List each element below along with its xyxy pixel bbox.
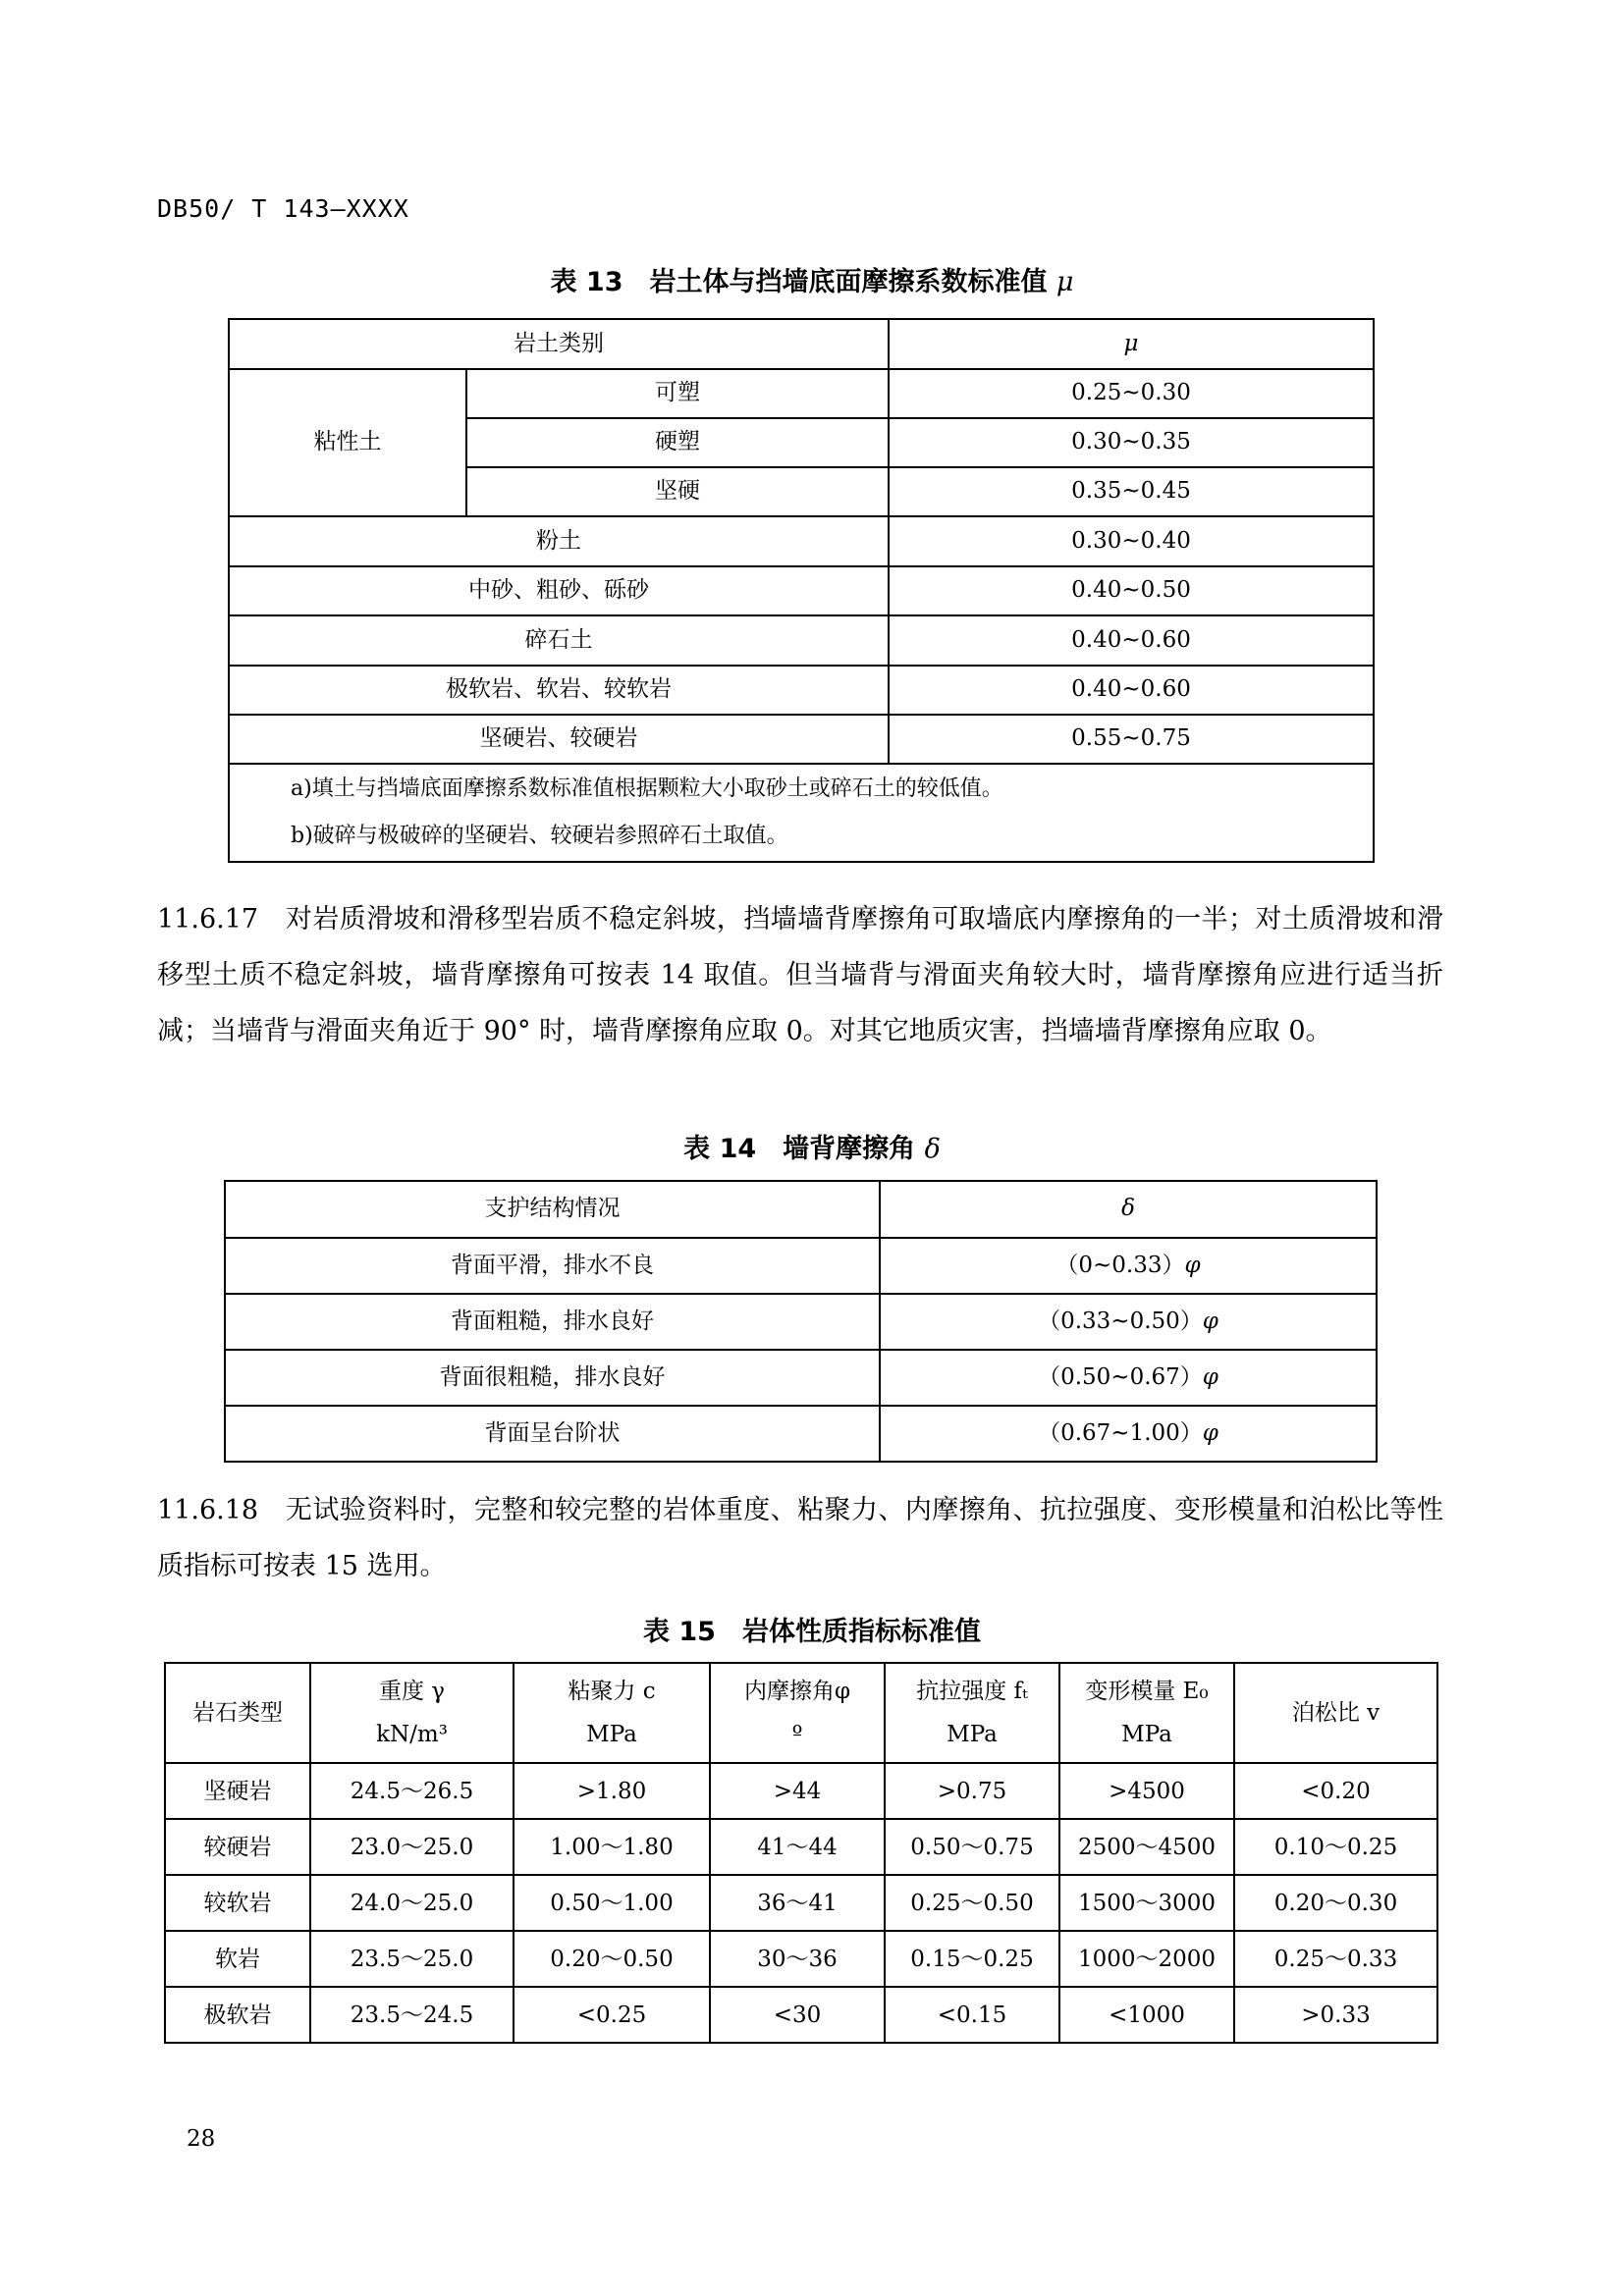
table13-header-mu: μ xyxy=(889,319,1374,369)
table15-cell: 1500～3000 xyxy=(1059,1875,1234,1931)
table13-group-value: 0.35~0.45 xyxy=(889,467,1374,516)
table15-header-line2: º xyxy=(791,1722,803,1747)
table15-header-line1: 岩石类型 xyxy=(192,1700,283,1726)
table14-caption-symbol: δ xyxy=(924,1134,941,1164)
table15-header xyxy=(514,1663,710,1763)
table15-cell: 0.50～1.00 xyxy=(514,1875,710,1931)
paragraph-11-6-18: 11.6.18 无试验资料时，完整和较完整的岩体重度、粘聚力、内摩擦角、抗拉强度、变形模量和泊松比等性质指标可按表 15 选用。 xyxy=(157,1495,1443,1581)
table15-cell: >0.33 xyxy=(1234,1987,1437,2043)
table15-caption xyxy=(0,1610,1624,1648)
table15-cell: 23.0～25.0 xyxy=(310,1819,514,1875)
table15-cell: 较硬岩 xyxy=(165,1819,310,1875)
table14-value-range: （0.50~0.67） xyxy=(1038,1363,1203,1390)
table15-header-line2: MPa xyxy=(1121,1722,1172,1747)
table15-cell: 坚硬岩 xyxy=(165,1763,310,1819)
table13-row-type: 坚硬岩、较硬岩 xyxy=(229,715,889,764)
table14-row-value xyxy=(880,1350,1377,1406)
table13-caption-symbol: μ xyxy=(1056,267,1074,297)
table15-cell: <1000 xyxy=(1059,1987,1234,2043)
table13-group-sub: 坚硬 xyxy=(466,467,889,516)
table14-row-value xyxy=(880,1294,1377,1350)
table15-cell: 0.20～0.30 xyxy=(1234,1875,1437,1931)
table15-cell: 1.00～1.80 xyxy=(514,1819,710,1875)
table13-row-value: 0.55~0.75 xyxy=(889,715,1374,764)
table15-cell: <0.20 xyxy=(1234,1763,1437,1819)
table15-cell: 1000～2000 xyxy=(1059,1931,1234,1987)
table15-header-line2: kN/m³ xyxy=(376,1722,448,1747)
table13-caption-text: 表 13 岩土体与挡墙底面摩擦系数标准值 xyxy=(550,267,1048,297)
table14-value-symbol: φ xyxy=(1202,1363,1218,1390)
table15-header xyxy=(710,1663,885,1763)
table14-row-condition: 背面平滑，排水不良 xyxy=(225,1238,880,1294)
table13-notes xyxy=(229,764,1374,862)
table14-header-condition: 支护结构情况 xyxy=(225,1181,880,1238)
table15-header-line1: 内摩擦角φ xyxy=(743,1679,851,1704)
table14-value-symbol: φ xyxy=(1202,1419,1218,1446)
page-number: 28 xyxy=(187,2126,216,2152)
table14-header-delta: δ xyxy=(880,1181,1377,1238)
table13-row-type: 碎石土 xyxy=(229,615,889,666)
table13-caption xyxy=(0,260,1624,298)
table15-cell: 2500～4500 xyxy=(1059,1819,1234,1875)
table15-caption-text: 表 15 岩体性质指标标准值 xyxy=(643,1617,981,1647)
table15-header-line2: MPa xyxy=(586,1722,637,1747)
table13-group-value: 0.25~0.30 xyxy=(889,369,1374,418)
table15-cell: <30 xyxy=(710,1987,885,2043)
table13-group-sub: 硬塑 xyxy=(466,418,889,467)
table15-header xyxy=(165,1663,310,1763)
table14-row-value xyxy=(880,1406,1377,1462)
table15-cell: >1.80 xyxy=(514,1763,710,1819)
table15-cell: 41～44 xyxy=(710,1819,885,1875)
table14-value-range: （0.33~0.50） xyxy=(1038,1308,1203,1334)
table15-cell: 24.5～26.5 xyxy=(310,1763,514,1819)
table15-header-line1: 变形模量 E₀ xyxy=(1085,1679,1209,1704)
table13-row-value: 0.40~0.60 xyxy=(889,615,1374,666)
table13 xyxy=(228,318,1375,863)
table14-value-range: （0.67~1.00） xyxy=(1038,1419,1203,1446)
table13-row-value: 0.40~0.50 xyxy=(889,566,1374,615)
table13-header-type: 岩土类别 xyxy=(229,319,889,369)
table15-cell: 较软岩 xyxy=(165,1875,310,1931)
table14-caption xyxy=(0,1127,1624,1165)
table15-cell: 23.5～24.5 xyxy=(310,1987,514,2043)
table15-cell: 0.10～0.25 xyxy=(1234,1819,1437,1875)
table13-group-value: 0.30~0.35 xyxy=(889,418,1374,467)
table14-row-condition: 背面呈台阶状 xyxy=(225,1406,880,1462)
table15-header xyxy=(310,1663,514,1763)
table15-header xyxy=(1234,1663,1437,1763)
table15-header-line1: 粘聚力 c xyxy=(568,1679,656,1704)
table15-cell: 0.25～0.50 xyxy=(885,1875,1059,1931)
table14-caption-text: 表 14 墙背摩擦角 xyxy=(683,1134,916,1164)
table15-cell: 30～36 xyxy=(710,1931,885,1987)
table15-header-line1: 抗拉强度 fₜ xyxy=(916,1679,1028,1704)
table15-header xyxy=(1059,1663,1234,1763)
table13-group-sub: 可塑 xyxy=(466,369,889,418)
table15-header xyxy=(885,1663,1059,1763)
table14-row-condition: 背面很粗糙，排水良好 xyxy=(225,1350,880,1406)
table13-row-type: 粉土 xyxy=(229,516,889,566)
table15-cell: 36～41 xyxy=(710,1875,885,1931)
table13-note-b: b)破碎与极破碎的坚硬岩、较硬岩参照碎石土取值。 xyxy=(291,824,788,848)
table14-value-symbol: φ xyxy=(1184,1252,1201,1278)
table15-cell: >4500 xyxy=(1059,1763,1234,1819)
document-code-header: DB50/ T 143—XXXX xyxy=(157,194,409,223)
table13-group-label: 粘性土 xyxy=(229,369,466,516)
table15-cell: <0.25 xyxy=(514,1987,710,2043)
table13-row-value: 0.40~0.60 xyxy=(889,666,1374,715)
paragraph-11-6-17: 11.6.17 对岩质滑坡和滑移型岩质不稳定斜坡，挡墙墙背摩擦角可取墙底内摩擦角的一半；对土质滑坡和滑移型土质不稳定斜坡，墙背摩擦角可按表 14 取值。但当墙背与滑面夹角较大时，墙背摩擦角应进行适当折减；当墙背与滑面夹角近于 90° 时，墙背摩擦角应取 0。对其它地质灾害，挡墙墙背摩擦角应取 0。 xyxy=(157,904,1443,1046)
table13-row-type: 中砂、粗砂、砾砂 xyxy=(229,566,889,615)
table15-cell: 24.0～25.0 xyxy=(310,1875,514,1931)
table15-cell: >44 xyxy=(710,1763,885,1819)
table15-header-line2: MPa xyxy=(947,1722,998,1747)
table13-row-type: 极软岩、软岩、较软岩 xyxy=(229,666,889,715)
table15-cell: >0.75 xyxy=(885,1763,1059,1819)
table14-value-symbol: φ xyxy=(1202,1308,1218,1334)
table15-cell: 极软岩 xyxy=(165,1987,310,2043)
table13-row-value: 0.30~0.40 xyxy=(889,516,1374,566)
table15-cell: 软岩 xyxy=(165,1931,310,1987)
table14 xyxy=(224,1180,1378,1463)
table15-cell: <0.15 xyxy=(885,1987,1059,2043)
table15-cell: 0.15～0.25 xyxy=(885,1931,1059,1987)
table15-header-line1: 泊松比 v xyxy=(1291,1700,1380,1726)
table14-value-range: （0~0.33） xyxy=(1056,1252,1185,1278)
table15-cell: 0.50～0.75 xyxy=(885,1819,1059,1875)
table15-cell: 0.25～0.33 xyxy=(1234,1931,1437,1987)
table15-cell: 23.5～25.0 xyxy=(310,1931,514,1987)
table14-row-condition: 背面粗糙，排水良好 xyxy=(225,1294,880,1350)
table13-note-a: a)填土与挡墙底面摩擦系数标准值根据颗粒大小取砂土或碎石土的较低值。 xyxy=(291,776,1003,801)
table15-cell: 0.20～0.50 xyxy=(514,1931,710,1987)
table14-row-value xyxy=(880,1238,1377,1294)
table15-header-line1: 重度 γ xyxy=(378,1679,446,1704)
table15 xyxy=(164,1662,1438,2044)
